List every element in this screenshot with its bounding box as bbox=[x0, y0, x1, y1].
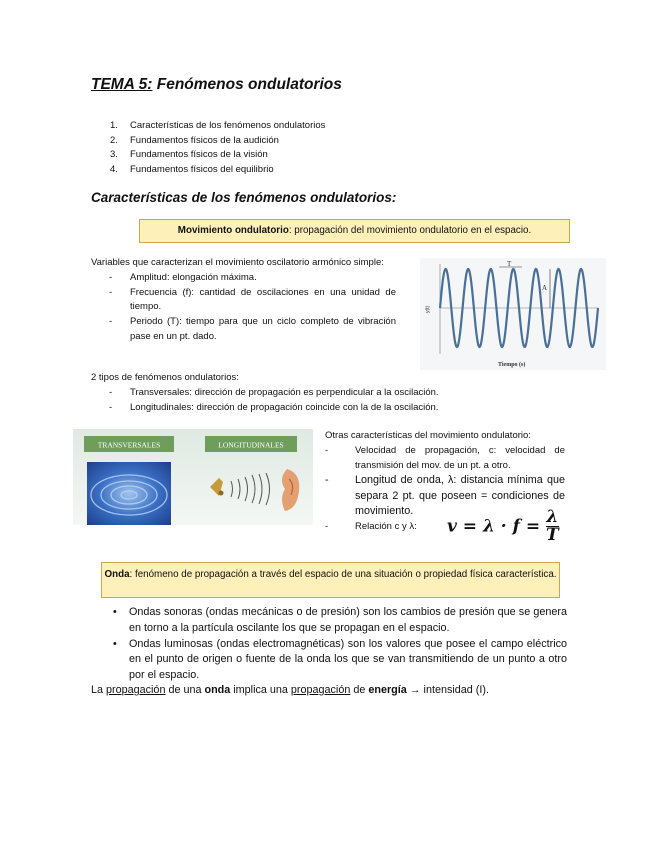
list-item: - Amplitud: elongación máxima. bbox=[91, 271, 396, 286]
relation-text: Relación c y λ: bbox=[355, 520, 417, 532]
velocity-text: Velocidad de propagación, c: velocidad de transmisión del mov. de un pt. a otro. bbox=[355, 444, 565, 471]
y-axis-label: y(t) bbox=[425, 305, 431, 313]
wave-formula bbox=[447, 509, 559, 544]
variables-block bbox=[91, 256, 396, 345]
other-intro: Otras características del movimiento ondulatorio: bbox=[325, 430, 531, 441]
text-run: propagación bbox=[106, 684, 166, 696]
list-item: - Longitud de onda, λ: distancia mínima que separa 2 pt. que poseen = condiciones de movimiento. bbox=[325, 474, 565, 518]
formula-numerator: λ bbox=[546, 507, 559, 527]
formula-denominator: T bbox=[546, 525, 559, 545]
toc-item bbox=[110, 134, 325, 149]
variables-intro: Variables que caracterizan el movimiento oscilatorio armónico simple: bbox=[91, 257, 384, 268]
toc-text: Fundamentos físicos del equilibrio bbox=[130, 163, 274, 175]
text-run: de bbox=[350, 684, 369, 696]
text-run: propagación bbox=[290, 684, 351, 696]
toc-text: Fundamentos físicos de la visión bbox=[130, 149, 268, 161]
definition-text: : propagación del movimiento ondulatorio en el espacio. bbox=[288, 225, 532, 236]
definition-text: : fenómeno de propagación a través del espacio de una situación o propiedad física característica. bbox=[129, 569, 557, 580]
list-item: - Frecuencia (f): cantidad de oscilaciones en una unidad de tiempo. bbox=[91, 286, 396, 316]
period-label: T bbox=[507, 260, 512, 268]
list-item: - Periodo (T): tiempo para que un ciclo completo de vibración pase en un pt. dado. bbox=[91, 315, 396, 345]
text-run: → intensidad (I). bbox=[406, 684, 489, 696]
amplitude-label: A bbox=[542, 284, 548, 292]
text-run: de una bbox=[165, 684, 205, 696]
types-list bbox=[91, 386, 511, 416]
page-title bbox=[91, 76, 342, 94]
toc-text: Fundamentos físicos de la audición bbox=[130, 134, 279, 146]
toc-text: Características de los fenómenos ondulatorios bbox=[130, 120, 326, 131]
title-number: TEMA 5: bbox=[91, 76, 153, 93]
list-item: - Relación c y λ: bbox=[325, 520, 417, 532]
toc-number: 4. bbox=[110, 163, 118, 175]
bullet-list bbox=[91, 605, 567, 684]
title-text: Fenómenos ondulatorios bbox=[152, 76, 342, 93]
toc-number: 3. bbox=[110, 149, 118, 161]
toc-number: 2. bbox=[110, 134, 118, 146]
toc-item bbox=[110, 163, 325, 178]
wavelength-text: Longitud de onda, λ: distancia mínima que separa 2 pt. que poseen = condiciones de movimiento. bbox=[355, 474, 565, 518]
definition-box-onda bbox=[101, 562, 560, 598]
propagation-statement bbox=[91, 684, 489, 696]
text-run: energía bbox=[368, 684, 407, 696]
formula-lhs: v = λ · f = bbox=[447, 516, 541, 537]
list-item: - Longitudinales: dirección de propagación coincide con la de la oscilación. bbox=[91, 401, 511, 416]
longitudinal-label: LONGITUDINALES bbox=[218, 440, 284, 450]
types-block bbox=[91, 371, 511, 415]
types-intro: 2 tipos de fenómenos ondulatorios: bbox=[91, 372, 239, 383]
text-run: implica una bbox=[230, 684, 291, 696]
list-item: • Ondas luminosas (ondas electromagnéticas) son los valores que posee el campo eléctrico en el punto de origen o fuente de la onda los que se van transmitiendo de un punto a otro por el espacio. bbox=[91, 637, 567, 684]
toc-number: 1. bbox=[110, 120, 118, 131]
wave-examples bbox=[91, 605, 567, 684]
list-item: - Velocidad de propagación, c: velocidad de transmisión del mov. de un pt. a otro. bbox=[325, 444, 565, 471]
definition-term: Onda bbox=[104, 569, 130, 580]
wave-types-illustration bbox=[73, 429, 313, 525]
x-axis-label: Tiempo (s) bbox=[498, 362, 526, 368]
definition-box-movimiento bbox=[139, 219, 570, 243]
toc-item bbox=[110, 119, 325, 134]
toc-item bbox=[110, 148, 325, 163]
section-title: Características de los fenómenos ondulatorios: bbox=[91, 190, 397, 205]
sine-wave-graph bbox=[420, 258, 606, 370]
text-run: La bbox=[91, 684, 107, 696]
transversal-label: TRANSVERSALES bbox=[97, 440, 161, 450]
text-run: onda bbox=[204, 684, 231, 696]
list-item: • Ondas sonoras (ondas mecánicas o de presión) son los cambios de presión que se genera en torno a la partícula oscilante los que se propagan en el espacio. bbox=[91, 605, 567, 637]
formula-fraction bbox=[546, 509, 559, 544]
table-of-contents bbox=[110, 119, 325, 177]
variables-list bbox=[91, 271, 396, 345]
list-item: - Transversales: dirección de propagación es perpendicular a la oscilación. bbox=[91, 386, 511, 401]
definition-term: Movimiento ondulatorio bbox=[177, 225, 289, 236]
